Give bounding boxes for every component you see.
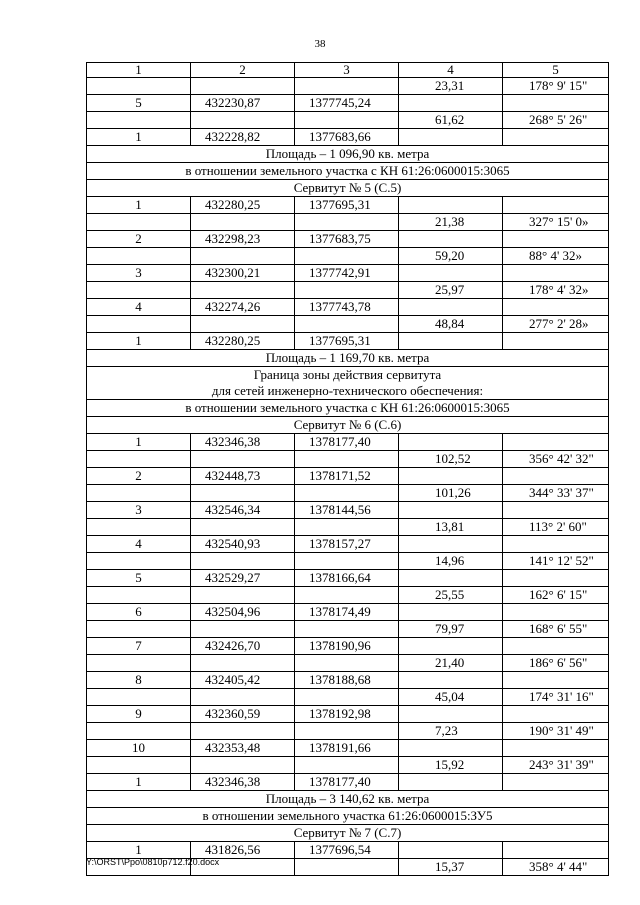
point-row [87,502,609,519]
point-number-cell: 1 [87,842,191,859]
empty-cell [87,621,191,638]
empty-cell [399,265,503,282]
point-row [87,604,609,621]
x-coordinate-cell: 432405,42 [191,672,295,689]
empty-cell [503,570,609,587]
empty-cell [399,842,503,859]
empty-cell [87,757,191,774]
empty-cell [87,655,191,672]
empty-cell [87,214,191,231]
empty-cell [503,299,609,316]
segment-length-cell: 21,40 [399,655,503,672]
x-coordinate-cell: 432228,82 [191,129,295,146]
caption-row [87,400,609,417]
empty-cell [191,316,295,333]
direction-angle-cell: 178° 9' 15" [503,78,609,95]
empty-cell [503,468,609,485]
caption-cell: Граница зоны действия сервитута для сетей инженерно-технического обеспечения: [87,367,609,400]
y-coordinate-cell: 1378157,27 [295,536,399,553]
point-row [87,265,609,282]
x-coordinate-cell: 432274,26 [191,299,295,316]
y-coordinate-cell: 1378166,64 [295,570,399,587]
segment-row [87,655,609,672]
segment-row [87,451,609,468]
segment-row [87,723,609,740]
y-coordinate-cell: 1378177,40 [295,434,399,451]
point-row [87,197,609,214]
empty-cell [295,757,399,774]
direction-angle-cell: 178° 4' 32» [503,282,609,299]
point-number-cell: 2 [87,468,191,485]
caption-row [87,367,609,400]
empty-cell [191,519,295,536]
segment-length-cell: 7,23 [399,723,503,740]
x-coordinate-cell: 432426,70 [191,638,295,655]
empty-cell [295,859,399,876]
segment-length-cell: 45,04 [399,689,503,706]
x-coordinate-cell: 431826,56 [191,842,295,859]
caption-cell: в отношении земельного участка 61:26:0600015:ЗУ5 [87,808,609,825]
empty-cell [87,553,191,570]
empty-cell [399,672,503,689]
segment-row [87,78,609,95]
point-row [87,672,609,689]
empty-cell [295,78,399,95]
caption-row [87,146,609,163]
segment-length-cell: 48,84 [399,316,503,333]
y-coordinate-cell: 1378190,96 [295,638,399,655]
empty-cell [87,316,191,333]
point-number-cell: 9 [87,706,191,723]
empty-cell [503,231,609,248]
direction-angle-cell: 88° 4' 32» [503,248,609,265]
segment-row [87,248,609,265]
caption-cell: Площадь – 3 140,62 кв. метра [87,791,609,808]
point-row [87,299,609,316]
direction-angle-cell: 190° 31' 49" [503,723,609,740]
segment-length-cell: 15,37 [399,859,503,876]
empty-cell [503,536,609,553]
segment-length-cell: 59,20 [399,248,503,265]
empty-cell [191,689,295,706]
point-number-cell: 2 [87,231,191,248]
empty-cell [399,299,503,316]
direction-angle-cell: 358° 4' 44" [503,859,609,876]
empty-cell [399,774,503,791]
empty-cell [295,519,399,536]
y-coordinate-cell: 1378188,68 [295,672,399,689]
point-number-cell: 8 [87,672,191,689]
direction-angle-cell: 356° 42' 32" [503,451,609,468]
empty-cell [503,502,609,519]
segment-length-cell: 14,96 [399,553,503,570]
empty-cell [295,451,399,468]
direction-angle-cell: 174° 31' 16" [503,689,609,706]
x-coordinate-cell: 432448,73 [191,468,295,485]
empty-cell [295,248,399,265]
segment-length-cell: 25,97 [399,282,503,299]
y-coordinate-cell: 1377696,54 [295,842,399,859]
direction-angle-cell: 113° 2' 60" [503,519,609,536]
point-number-cell: 7 [87,638,191,655]
point-number-cell: 4 [87,536,191,553]
empty-cell [87,689,191,706]
empty-cell [87,282,191,299]
empty-cell [191,553,295,570]
direction-angle-cell: 141° 12' 52" [503,553,609,570]
segment-row [87,214,609,231]
empty-cell [399,502,503,519]
empty-cell [399,706,503,723]
x-coordinate-cell: 432546,34 [191,502,295,519]
empty-cell [191,282,295,299]
segment-row [87,621,609,638]
empty-cell [191,214,295,231]
y-coordinate-cell: 1378192,98 [295,706,399,723]
segment-row [87,112,609,129]
empty-cell [87,485,191,502]
empty-cell [295,621,399,638]
empty-cell [191,485,295,502]
x-coordinate-cell: 432346,38 [191,774,295,791]
empty-cell [399,95,503,112]
x-coordinate-cell: 432280,25 [191,197,295,214]
segment-row [87,553,609,570]
empty-cell [503,265,609,282]
y-coordinate-cell: 1377683,75 [295,231,399,248]
empty-cell [399,434,503,451]
caption-cell: Сервитут № 5 (С.5) [87,180,609,197]
segment-length-cell: 15,92 [399,757,503,774]
caption-cell: Сервитут № 7 (С.7) [87,825,609,842]
point-number-cell: 6 [87,604,191,621]
empty-cell [503,604,609,621]
empty-cell [295,587,399,604]
point-number-cell: 1 [87,774,191,791]
x-coordinate-cell: 432346,38 [191,434,295,451]
empty-cell [503,129,609,146]
empty-cell [87,112,191,129]
point-number-cell: 3 [87,502,191,519]
empty-cell [503,197,609,214]
table-header-row [87,63,609,78]
point-row [87,95,609,112]
empty-cell [87,78,191,95]
table-body [87,78,609,876]
empty-cell [295,214,399,231]
y-coordinate-cell: 1378177,40 [295,774,399,791]
direction-angle-cell: 168° 6' 55" [503,621,609,638]
empty-cell [295,655,399,672]
segment-row [87,519,609,536]
y-coordinate-cell: 1378191,66 [295,740,399,757]
x-coordinate-cell: 432280,25 [191,333,295,350]
empty-cell [503,706,609,723]
empty-cell [191,112,295,129]
x-coordinate-cell: 432540,93 [191,536,295,553]
point-row [87,468,609,485]
point-number-cell: 1 [87,434,191,451]
y-coordinate-cell: 1377742,91 [295,265,399,282]
header-col-2: 2 [191,63,295,78]
segment-row [87,485,609,502]
segment-row [87,316,609,333]
segment-length-cell: 79,97 [399,621,503,638]
empty-cell [399,468,503,485]
empty-cell [399,129,503,146]
point-row [87,774,609,791]
empty-cell [295,112,399,129]
empty-cell [503,333,609,350]
y-coordinate-cell: 1377695,31 [295,333,399,350]
caption-cell: в отношении земельного участка с КН 61:26:0600015:3065 [87,400,609,417]
point-number-cell: 5 [87,570,191,587]
empty-cell [191,723,295,740]
point-row [87,536,609,553]
caption-row [87,417,609,434]
point-row [87,842,609,859]
caption-row [87,808,609,825]
segment-row [87,587,609,604]
empty-cell [295,723,399,740]
empty-cell [503,842,609,859]
caption-row [87,180,609,197]
caption-row [87,350,609,367]
direction-angle-cell: 327° 15' 0» [503,214,609,231]
y-coordinate-cell: 1377683,66 [295,129,399,146]
header-col-4: 4 [399,63,503,78]
point-number-cell: 1 [87,129,191,146]
empty-cell [399,638,503,655]
segment-length-cell: 25,55 [399,587,503,604]
point-row [87,570,609,587]
y-coordinate-cell: 1378174,49 [295,604,399,621]
point-row [87,231,609,248]
segment-row [87,689,609,706]
x-coordinate-cell: 432300,21 [191,265,295,282]
caption-cell: Площадь – 1 169,70 кв. метра [87,350,609,367]
empty-cell [399,604,503,621]
direction-angle-cell: 277° 2' 28» [503,316,609,333]
direction-angle-cell: 344° 33' 37" [503,485,609,502]
empty-cell [503,95,609,112]
x-coordinate-cell: 432504,96 [191,604,295,621]
header-col-3: 3 [295,63,399,78]
empty-cell [87,519,191,536]
point-row [87,706,609,723]
segment-row [87,757,609,774]
point-number-cell: 5 [87,95,191,112]
empty-cell [399,536,503,553]
x-coordinate-cell: 432529,27 [191,570,295,587]
empty-cell [503,638,609,655]
caption-row [87,825,609,842]
empty-cell [295,485,399,502]
header-col-5: 5 [503,63,609,78]
empty-cell [87,723,191,740]
empty-cell [295,316,399,333]
file-path-footer: Y:\ORST\Ppo\0810p712.f20.docx [86,857,220,867]
empty-cell [399,197,503,214]
segment-length-cell: 101,26 [399,485,503,502]
empty-cell [191,451,295,468]
direction-angle-cell: 243° 31' 39" [503,757,609,774]
y-coordinate-cell: 1377695,31 [295,197,399,214]
y-coordinate-cell: 1378171,52 [295,468,399,485]
segment-length-cell: 102,52 [399,451,503,468]
point-row [87,638,609,655]
x-coordinate-cell: 432360,59 [191,706,295,723]
point-number-cell: 10 [87,740,191,757]
empty-cell [87,248,191,265]
y-coordinate-cell: 1377743,78 [295,299,399,316]
empty-cell [191,757,295,774]
empty-cell [87,451,191,468]
caption-cell: Сервитут № 6 (С.6) [87,417,609,434]
point-number-cell: 1 [87,333,191,350]
direction-angle-cell: 162° 6' 15" [503,587,609,604]
page-number: 38 [314,38,326,50]
segment-length-cell: 21,38 [399,214,503,231]
empty-cell [295,689,399,706]
point-row [87,129,609,146]
segment-length-cell: 13,81 [399,519,503,536]
point-row [87,333,609,350]
caption-cell: Площадь – 1 096,90 кв. метра [87,146,609,163]
empty-cell [191,587,295,604]
point-number-cell: 4 [87,299,191,316]
empty-cell [191,655,295,672]
empty-cell [191,621,295,638]
empty-cell [399,570,503,587]
empty-cell [503,672,609,689]
empty-cell [191,248,295,265]
empty-cell [399,740,503,757]
x-coordinate-cell: 432230,87 [191,95,295,112]
direction-angle-cell: 268° 5' 26" [503,112,609,129]
segment-row [87,282,609,299]
empty-cell [87,587,191,604]
empty-cell [295,553,399,570]
segment-length-cell: 61,62 [399,112,503,129]
y-coordinate-cell: 1378144,56 [295,502,399,519]
header-col-1: 1 [87,63,191,78]
empty-cell [399,231,503,248]
point-row [87,434,609,451]
x-coordinate-cell: 432353,48 [191,740,295,757]
caption-cell: в отношении земельного участка с КН 61:26:0600015:3065 [87,163,609,180]
empty-cell [295,282,399,299]
direction-angle-cell: 186° 6' 56" [503,655,609,672]
x-coordinate-cell: 432298,23 [191,231,295,248]
empty-cell [399,333,503,350]
point-row [87,740,609,757]
caption-row [87,791,609,808]
point-number-cell: 1 [87,197,191,214]
empty-cell [503,740,609,757]
y-coordinate-cell: 1377745,24 [295,95,399,112]
caption-row [87,163,609,180]
empty-cell [503,774,609,791]
coordinates-table [86,62,609,876]
segment-length-cell: 23,31 [399,78,503,95]
empty-cell [191,78,295,95]
point-number-cell: 3 [87,265,191,282]
empty-cell [503,434,609,451]
